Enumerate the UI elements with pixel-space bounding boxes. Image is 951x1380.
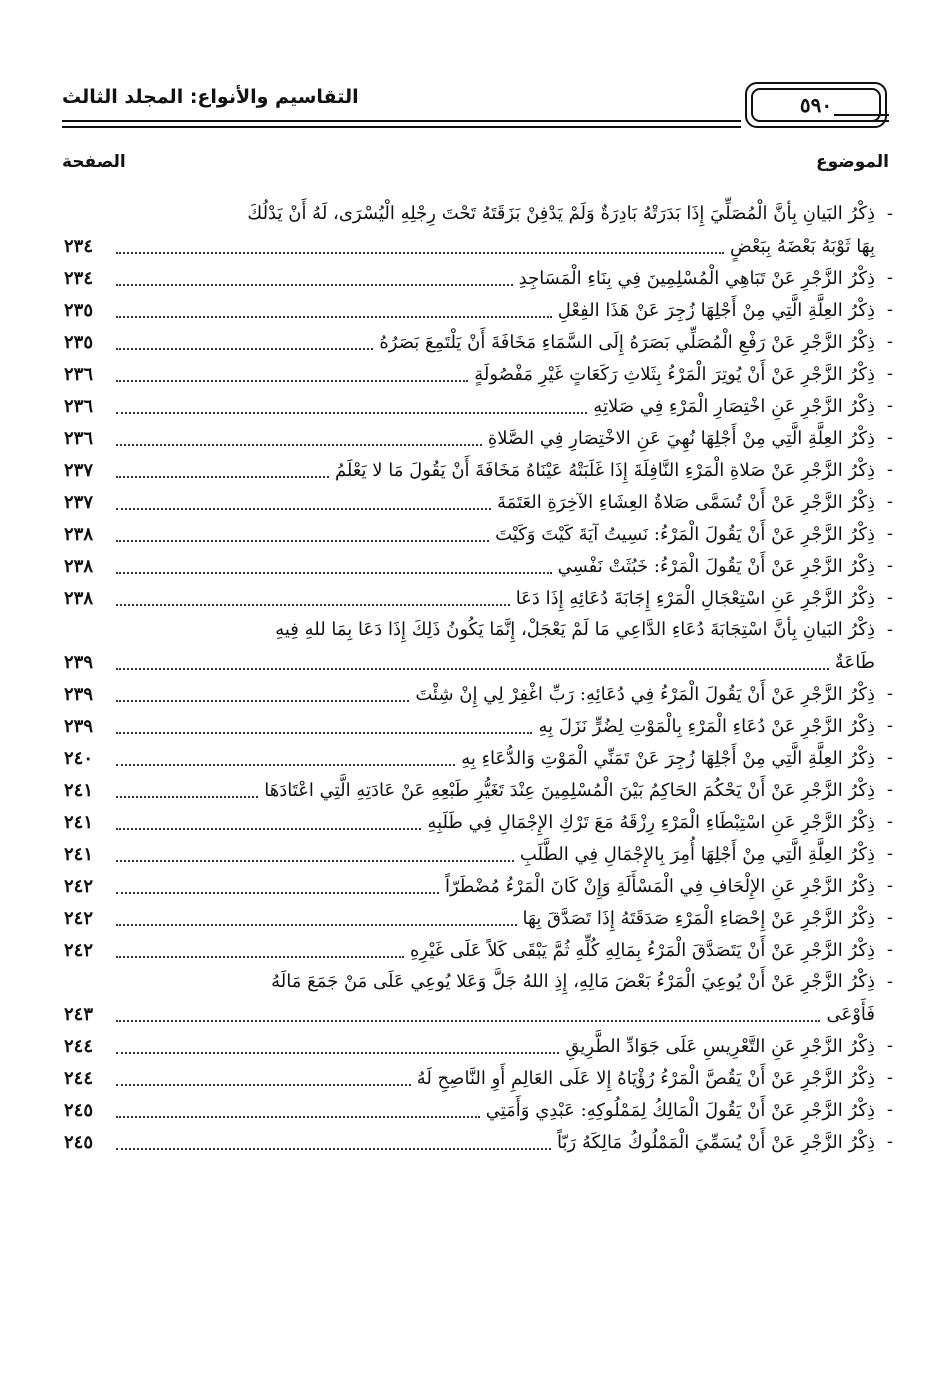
entry-bullet: -	[886, 939, 893, 960]
toc-entry	[64, 390, 893, 422]
entry-bullet: -	[886, 331, 893, 352]
leader-dots	[116, 814, 421, 830]
toc-entry	[64, 358, 893, 390]
entry-line	[64, 230, 875, 262]
toc-entry	[64, 326, 893, 358]
entry-text: ذِكْرُ الزَّجْرِ عَنْ أَنْ تُسَمَّى صَلاةُ العِشَاءِ الآخِرَةِ العَتَمَةَ	[497, 491, 875, 513]
toc-entry	[64, 934, 893, 966]
leader-dots	[116, 718, 532, 734]
entry-bullet: -	[886, 683, 893, 704]
leader-dots	[116, 1070, 411, 1086]
entry-text-first-line: ذِكْرُ الزَّجْرِ عَنْ أَنْ يُوعِيَ الْمَرْءُ بَعْضَ مَالِهِ، إِذِ اللهُ جَلَّ وَعَلا يُوعِي عَلَى مَنْ جَمَعَ مَالَهُ	[271, 971, 875, 992]
toc-entry	[64, 678, 893, 710]
entry-page-number: ٢٤١	[64, 843, 94, 865]
entry-bullet: -	[886, 491, 893, 512]
entry-text: ذِكْرُ الزَّجْرِ عَنْ تَبَاهِي الْمُسْلِمِينَ فِي بِنَاءِ الْمَسَاجِدِ	[518, 267, 875, 289]
toc-entry	[64, 710, 893, 742]
entry-text-first-line: ذِكْرُ البَيانِ بِأنَّ الْمُصَلِّيَ إِذَا بَدَرَتْهُ بَادِرَةٌ وَلَمْ يَدْفِنْ بَزَقَتَهُ تَحْتَ رِجْلِهِ الْيُسْرَى، لَهُ أَنْ يَدْلُكَ	[247, 203, 875, 224]
entry-text: ذِكْرُ الزَّجْرِ عَنِ الإِلْحَافِ فِي الْمَسْأَلَةِ وَإِنْ كَانَ الْمَرْءُ مُضْطَرّاً	[444, 875, 875, 897]
entry-bullet: -	[886, 715, 893, 736]
leader-dots	[116, 878, 439, 894]
entry-page-number: ٢٣٥	[64, 299, 94, 321]
toc-entry	[64, 518, 893, 550]
toc-entry	[64, 294, 893, 326]
entry-page-number: ٢٤٢	[64, 939, 94, 961]
entry-page-number: ٢٣٦	[64, 395, 94, 417]
leader-dots	[116, 462, 329, 478]
entry-bullet: -	[886, 1099, 893, 1120]
entry-page-number: ٢٤٢	[64, 907, 94, 929]
toc-entry	[64, 550, 893, 582]
entry-text: ذِكْرُ الزَّجْرِ عَنْ أَنْ يَقُولَ الْمَرْءُ: خَبُثَتْ نَفْسِي	[557, 555, 875, 577]
entry-line	[64, 902, 875, 934]
toc-entry	[64, 742, 893, 774]
entry-page-number: ٢٣٨	[64, 587, 94, 609]
toc-entry	[64, 198, 893, 262]
book-title: التقاسيم والأنواع: المجلد الثالث	[62, 86, 359, 108]
entry-text: ذِكْرُ العِلَّةِ الَّتِي مِنْ أَجْلِهَا أُمِرَ بِالإِجْمَالِ فِي الطَّلَبِ	[519, 843, 875, 865]
entry-line	[64, 422, 875, 454]
entry-bullet: -	[886, 203, 893, 224]
entry-text: ذِكْرُ العِلَّةِ الَّتِي مِنْ أَجْلِهَا زُجِرَ عَنْ هَذَا الفِعْلِ	[557, 299, 875, 321]
entry-bullet: -	[886, 619, 893, 640]
header-rule-left	[62, 120, 741, 122]
entry-bullet: -	[886, 843, 893, 864]
entry-text: ذِكْرُ الزَّجْرِ عَنْ أَنْ يَقُولَ الْمَرْءُ فِي دُعَائِهِ: رَبِّ اغْفِرْ لِي إِنْ شِئْتَ	[415, 683, 875, 705]
entry-bullet: -	[886, 875, 893, 896]
leader-dots	[116, 1038, 559, 1054]
header-rule-left-2	[62, 126, 741, 128]
leader-dots	[116, 366, 468, 382]
entry-bullet: -	[886, 779, 893, 800]
entry-line	[64, 998, 875, 1030]
entry-text: ذِكْرُ الزَّجْرِ عَنْ أَنْ يَقُصَّ الْمَرْءُ رُؤْيَاهُ إِلا عَلَى العَالِمِ أَوِ النَّاصِحِ لَهُ	[416, 1067, 875, 1089]
header-rule-right	[834, 114, 889, 116]
leader-dots	[116, 1006, 820, 1022]
entry-line	[64, 742, 875, 774]
entry-text: ذِكْرُ العِلَّةِ الَّتِي مِنْ أَجْلِهَا نُهِيَ عَنِ الاخْتِصَارِ فِي الصَّلاةِ	[487, 427, 875, 449]
entry-page-number: ٢٤٢	[64, 875, 94, 897]
entry-line	[64, 870, 875, 902]
toc-entries	[64, 198, 893, 1158]
leader-dots	[116, 686, 409, 702]
entry-page-number: ٢٣٦	[64, 363, 94, 385]
entry-text: فَأَوْعَى	[826, 1003, 875, 1025]
entry-text: ذِكْرُ الزَّجْرِ عَنْ أَنْ يُسَمِّيَ الْمَمْلُوكُ مَالِكَهُ رَبّاً	[557, 1131, 875, 1153]
leader-dots	[116, 270, 513, 286]
entry-page-number: ٢٤٠	[64, 747, 94, 769]
leader-dots	[116, 526, 489, 542]
entry-bullet: -	[886, 1035, 893, 1056]
entry-text-first-line: ذِكْرُ البَيانِ بِأنَّ اسْتِجَابَةَ دُعَاءِ الدَّاعِي مَا لَمْ يَعْجَلْ، إِنَّمَا يَكُونُ ذَلِكَ إِذَا دَعَا بِمَا للهِ فِيهِ	[275, 619, 875, 640]
entry-line	[64, 774, 875, 806]
entry-page-number: ٢٣٤	[64, 235, 94, 257]
entry-bullet: -	[886, 363, 893, 384]
entry-line	[64, 646, 875, 678]
entry-line	[64, 710, 875, 742]
entry-bullet: -	[886, 907, 893, 928]
toc-entry	[64, 774, 893, 806]
entry-page-number: ٢٣٧	[64, 491, 94, 513]
entry-line	[64, 1062, 875, 1094]
entry-bullet: -	[886, 971, 893, 992]
entry-line	[64, 1126, 875, 1158]
entry-page-number: ٢٤٣	[64, 1003, 94, 1025]
entry-bullet: -	[886, 267, 893, 288]
entry-text: ذِكْرُ الزَّجْرِ عَنْ أَنْ يَحْكُمَ الحَاكِمُ بَيْنَ الْمُسْلِمِينَ عِنْدَ تَغَيُّرِ طَبْعِهِ عَنْ عَادَتِهِ الَّتِي اعْتَادَهَا	[264, 779, 875, 801]
entry-line	[64, 550, 875, 582]
leader-dots	[116, 302, 552, 318]
entry-line	[64, 326, 875, 358]
entry-page-number: ٢٣٨	[64, 555, 94, 577]
entry-text: ذِكْرُ الزَّجْرِ عَنِ اسْتِبْطَاءِ الْمَرْءِ رِزْقَهُ مَعَ تَرْكِ الإِجْمَالِ فِي طَلَبِهِ	[427, 811, 875, 833]
entry-bullet: -	[886, 1131, 893, 1152]
leader-dots	[116, 430, 482, 446]
entry-line	[64, 1094, 875, 1126]
entry-bullet: -	[886, 459, 893, 480]
entry-text: ذِكْرُ العِلَّةِ الَّتِي مِنْ أَجْلِهَا زُجِرَ عَنْ تَمَنِّي الْمَوْتِ وَالدُّعَاءِ بِهِ	[461, 747, 875, 769]
entry-bullet: -	[886, 1067, 893, 1088]
page-number: ٥٩٠	[751, 88, 881, 122]
leader-dots	[116, 942, 404, 958]
entry-text: ذِكْرُ الزَّجْرِ عَنْ رَفْعِ الْمُصَلِّي بَصَرَهُ إِلَى السَّمَاءِ مَخَافَةَ أَنْ يَلْتَمِعَ بَصَرُهُ	[379, 331, 875, 353]
leader-dots	[116, 1102, 480, 1118]
entry-text: ذِكْرُ الزَّجْرِ عَنْ أَنْ يَتَصَدَّقَ الْمَرْءُ بِمَالِهِ كُلِّهِ ثُمَّ يَبْقَى كَلاً عَلَى غَيْرِهِ	[409, 939, 875, 961]
entry-text: ذِكْرُ الزَّجْرِ عَنْ دُعَاءِ الْمَرْءِ بِالْمَوْتِ لِضُرٍّ نَزَلَ بِهِ	[538, 715, 875, 737]
entry-page-number: ٢٤١	[64, 779, 94, 801]
entry-text: ذِكْرُ الزَّجْرِ عَنِ اسْتِعْجَالِ الْمَرْءِ إِجَابَةَ دُعَائِهِ إِذَا دَعَا	[515, 587, 875, 609]
toc-entry	[64, 422, 893, 454]
entry-page-number: ٢٤١	[64, 811, 94, 833]
entry-line	[64, 1030, 875, 1062]
leader-dots	[116, 846, 514, 862]
entry-bullet: -	[886, 811, 893, 832]
entry-line	[64, 486, 875, 518]
entry-line	[64, 262, 875, 294]
entry-page-number: ٢٤٥	[64, 1099, 94, 1121]
entry-bullet: -	[886, 523, 893, 544]
entry-page-number: ٢٣٩	[64, 715, 94, 737]
entry-bullet: -	[886, 555, 893, 576]
entry-bullet: -	[886, 427, 893, 448]
entry-text: ذِكْرُ الزَّجْرِ عَنْ أَنْ يَقُولَ الْمَرْءُ: نَسِيتُ آيَةَ كَيْتَ وَكَيْتَ	[495, 523, 875, 545]
column-headers	[62, 152, 889, 182]
entry-line	[64, 518, 875, 550]
toc-entry	[64, 262, 893, 294]
entry-page-number: ٢٣٩	[64, 683, 94, 705]
entry-text: ذِكْرُ الزَّجْرِ عَنْ إِحْصَاءِ الْمَرْءِ صَدَقَتَهُ إِذَا تَصَدَّقَ بِهَا	[522, 907, 875, 929]
entry-line	[64, 294, 875, 326]
entry-line	[64, 934, 875, 966]
header-rule-right-2	[834, 120, 889, 122]
entry-page-number: ٢٤٤	[64, 1067, 94, 1089]
page-header	[62, 82, 889, 132]
entry-bullet: -	[886, 587, 893, 608]
entry-page-number: ٢٣٩	[64, 651, 94, 673]
entry-line	[64, 678, 875, 710]
entry-bullet: -	[886, 747, 893, 768]
entry-line	[64, 838, 875, 870]
entry-text: ذِكْرُ الزَّجْرِ عَنِ التَّعْرِيسِ عَلَى جَوَادِّ الطَّرِيقِ	[565, 1035, 875, 1057]
entry-line	[64, 358, 875, 390]
toc-entry	[64, 614, 893, 678]
leader-dots	[116, 1134, 551, 1150]
entry-text: طَاعَةٌ	[834, 651, 875, 673]
toc-entry	[64, 806, 893, 838]
entry-text: ذِكْرُ الزَّجْرِ عَنِ اخْتِصَارِ الْمَرْءِ فِي صَلاتِهِ	[593, 395, 875, 417]
leader-dots	[116, 494, 491, 510]
entry-bullet: -	[886, 395, 893, 416]
column-header-page: الصفحة	[62, 152, 126, 172]
entry-page-number: ٢٣٨	[64, 523, 94, 545]
leader-dots	[116, 782, 258, 798]
toc-entry	[64, 1030, 893, 1062]
leader-dots	[116, 238, 724, 254]
entry-bullet: -	[886, 299, 893, 320]
entry-line	[64, 390, 875, 422]
leader-dots	[116, 910, 517, 926]
toc-entry	[64, 486, 893, 518]
toc-entry	[64, 870, 893, 902]
entry-page-number: ٢٣٥	[64, 331, 94, 353]
entry-text: ذِكْرُ الزَّجْرِ عَنْ أَنْ يَقُولَ الْمَالِكُ لِمَمْلُوكِهِ: عَبْدِي وَأَمَتِي	[485, 1099, 875, 1121]
leader-dots	[116, 654, 829, 670]
entry-line	[64, 582, 875, 614]
entry-page-number: ٢٣٦	[64, 427, 94, 449]
leader-dots	[116, 334, 373, 350]
leader-dots	[116, 558, 552, 574]
entry-page-number: ٢٣٤	[64, 267, 94, 289]
entry-text: ذِكْرُ الزَّجْرِ عَنْ صَلاةِ الْمَرْءِ النَّافِلَةَ إِذَا غَلَبَتْهُ عَيْنَاهُ مَخَافَةَ أَنْ يَقُولَ مَا لا يَعْلَمُ	[334, 459, 875, 481]
leader-dots	[116, 398, 587, 414]
leader-dots	[116, 590, 510, 606]
entry-text: بِهَا ثَوْبَهُ بَعْضَهُ بِبَعْضٍ	[729, 235, 875, 257]
toc-entry	[64, 838, 893, 870]
column-header-topic: الموضوع	[816, 152, 889, 172]
leader-dots	[116, 750, 455, 766]
toc-entry	[64, 1094, 893, 1126]
toc-entry	[64, 966, 893, 1030]
toc-entry	[64, 582, 893, 614]
entry-line	[64, 806, 875, 838]
toc-entry	[64, 454, 893, 486]
toc-entry	[64, 1126, 893, 1158]
toc-entry	[64, 902, 893, 934]
entry-text: ذِكْرُ الزَّجْرِ عَنْ أَنْ يُوتِرَ الْمَرْءُ بِثَلاثِ رَكَعَاتٍ غَيْرِ مَفْصُولَةٍ	[474, 363, 875, 385]
toc-entry	[64, 1062, 893, 1094]
entry-line	[64, 454, 875, 486]
entry-page-number: ٢٤٤	[64, 1035, 94, 1057]
entry-page-number: ٢٣٧	[64, 459, 94, 481]
entry-page-number: ٢٤٥	[64, 1131, 94, 1153]
